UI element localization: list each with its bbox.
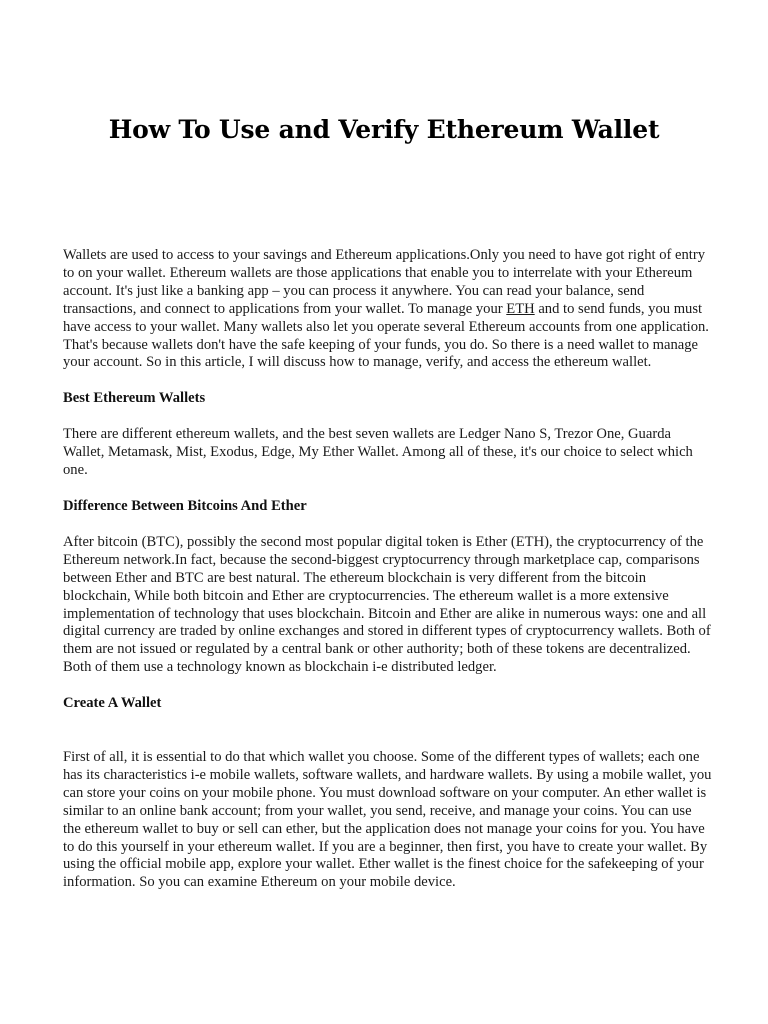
page-title: How To Use and Verify Ethereum Wallet <box>108 115 660 144</box>
article-body <box>63 247 713 910</box>
section-paragraph-best-wallets: There are different ethereum wallets, and the best seven wallets are Ledger Nano S, Trezor One, Guarda Wallet, Metamask, Mist, Exodus, Edge, My Ether Wallet. Among all of these, it's our choice to select which one. <box>63 426 693 479</box>
section-heading-best-wallets: Best Ethereum Wallets <box>63 390 206 407</box>
section-paragraph-bitcoin-vs-ether: After bitcoin (BTC), possibly the second most popular digital token is Ether (ETH), the cryptocurrency of the Ethereum network.In fact, because the second-biggest cryptocurrency through marketplace cap, comparisons between Ether and BTC are best natural. The ethereum blockchain is very different from the bitcoin blockchain, While both bitcoin and Ether are cryptocurrencies. The ethereum wallet is a more extensive implementation of technology that uses blockchain. Bitcoin and Ether are alike in numerous ways: one and all digital currency are traded by online exchanges and stored in different types of cryptocurrency wallets. Both of them are not issued or regulated by a central bank or other authority; both of these tokens are decentralized. Both of them use a technology known as blockchain i-e distributed ledger. <box>63 533 711 676</box>
section-heading-create-wallet: Create A Wallet <box>63 695 162 712</box>
intro-paragraph <box>63 247 713 372</box>
intro-text-end: and to send funds, you must have access to your wallet. Many wallets also let you operate several Ethereum accounts from one application. That's because wallets don't have the safe keeping of your funds, you do. So there is a need wallet to manage your account. So in this article, I will discuss how to manage, verify, and access the ethereum wallet. <box>63 300 709 371</box>
section-paragraph-create-wallet: First of all, it is essential to do that which wallet you choose. Some of the different types of wallets; each one has its characteristics i-e mobile wallets, software wallets, and hardware wallets. By using a mobile wallet, you can store your coins on your mobile phone. You must download software on your computer. An ether wallet is similar to an online bank account; from your wallet, you send, receive, and manage your coins. You can use the ethereum wallet to buy or sell can ether, but the application does not manage your coins for you. You have to do this yourself in your ethereum wallet. If you are a beginner, then first, you have to create your wallet. By using the official mobile app, explore your wallet. Ether wallet is the finest choice for the safekeeping of your information. So you can examine Ethereum on your mobile device. <box>63 749 712 891</box>
intro-text-start: Wallets are used to access to your savings and Ethereum applications.Only you need to have got right of entry to on your wallet. Ethereum wallets are those applications that enable you to interrelate with your Ethereum account. It's just like a banking app – you can process it anywhere. You can read your balance, send transactions, and connect to applications from your wallet. To manage your <box>63 247 705 317</box>
section-heading-bitcoin-vs-ether: Difference Between Bitcoins And Ether <box>63 497 307 514</box>
eth-link[interactable]: ETH <box>506 300 535 317</box>
